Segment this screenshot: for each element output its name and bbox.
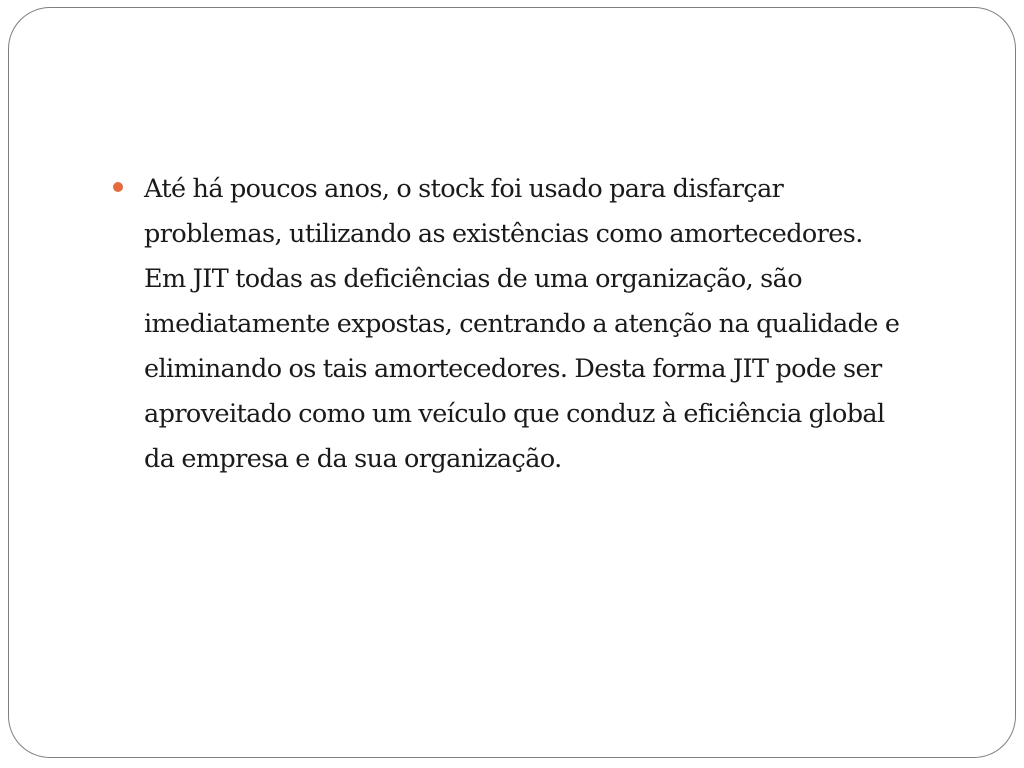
bullet-text: Até há poucos anos, o stock foi usado para disfarçar problemas, utilizando as existências como amortecedores. Em JIT todas as deficiências de uma organização, são imediatamente expostas, centrando a atenção na qualidade e eliminando os tais amortecedores. Desta forma JIT pode ser aproveitado como um veículo que conduz à eficiência global da empresa e da sua organização. <box>144 174 900 474</box>
bullet-dot-icon <box>113 182 123 192</box>
slide-content <box>113 167 943 482</box>
bullet-list-item <box>113 167 943 482</box>
